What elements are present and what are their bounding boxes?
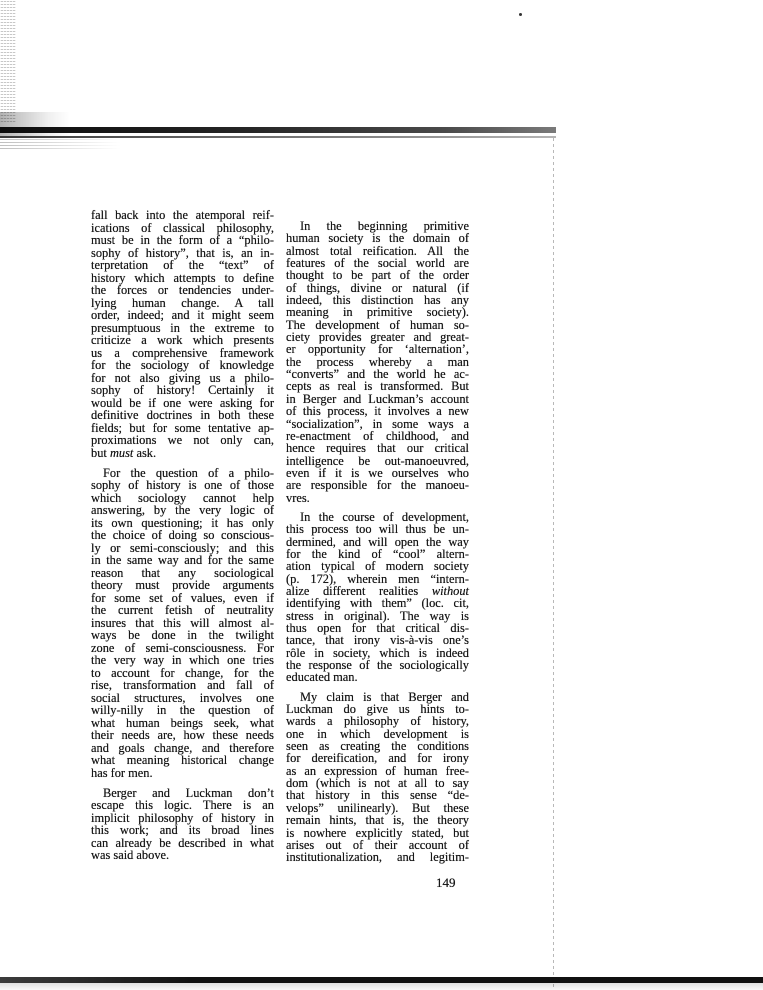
scan-edge-top-streaks [0, 139, 120, 149]
text-line: history which attempts to define [91, 270, 274, 285]
text-line: the forces or tendencies under- [91, 283, 274, 297]
text-line: lying human change. A tall [91, 295, 274, 310]
text-line: presumptuous in the extreme to [91, 320, 274, 335]
text-line: the choice of doing so conscious- [91, 528, 274, 542]
text-line: the response of the sociologically [286, 658, 469, 673]
text-line: almost total reification. All the [286, 243, 469, 258]
text-line: ciety provides greater and great- [286, 330, 469, 345]
text-line: social structures, involves one [91, 690, 274, 705]
text-line: “socialization”, in some ways a [286, 416, 469, 431]
text-line: would be if one were asking for [91, 395, 274, 410]
text-line: ications of classical philosophy, [91, 220, 274, 235]
text-line: velops” unilinearly). But these [286, 800, 469, 815]
text-line: educated man. [286, 670, 358, 685]
text-line: has for men. [91, 765, 153, 780]
paragraph [286, 220, 469, 504]
text-line: of things, divine or natural (if [286, 280, 469, 295]
text-line: Luckman do give us hints to- [286, 702, 469, 717]
text-line: proximations we not only can, [91, 433, 274, 447]
text-line: was said above. [91, 848, 170, 862]
paragraph [91, 787, 274, 862]
text-line: seen as creating the conditions [286, 739, 469, 754]
text-line: what meaning historical change [91, 753, 274, 767]
text-line: which sociology cannot help [91, 490, 274, 505]
text-line: one in which development is [286, 726, 469, 741]
emphasized-text: must [109, 445, 134, 460]
text-line: thus open for that critical dis- [286, 621, 469, 635]
text-line: the very way in which one tries [91, 653, 274, 667]
text-line: intelligence be out-manoeuvred, [286, 453, 469, 468]
text-line: cepts as real is transformed. But [286, 379, 469, 394]
text-line: what human beings seek, what [91, 715, 274, 730]
text-line: implicit philosophy of history in [91, 810, 274, 825]
text-line: The development of human so- [286, 317, 469, 332]
text-line: willy-nilly in the question of [91, 703, 274, 717]
text-line: for dereification, and for irony [286, 751, 469, 766]
text-line: “converts” and the world he ac- [286, 367, 469, 382]
paragraph [91, 467, 274, 780]
text-line: theory must provide arguments [91, 578, 274, 592]
text-line: their needs are, how these needs [91, 728, 274, 742]
text-line: My claim is that Berger and [300, 689, 469, 704]
scan-edge-bottom-shade [0, 983, 763, 990]
text-column-left [91, 209, 274, 862]
text-line: definitive doctrines in both these [91, 408, 274, 422]
text-line: remain hints, that is, the theory [286, 813, 469, 828]
text-line: of this process, it involves a new [286, 404, 469, 419]
text-line: sophy of history! Certainly it [91, 383, 274, 397]
text-line: ways be done in the twilight [91, 628, 274, 642]
text-line: us a comprehensive framework [91, 345, 274, 360]
text-line: stress in original). The way is [286, 608, 469, 623]
text-line: (p. 172), wherein men “intern- [286, 571, 469, 586]
scan-edge-right [553, 138, 554, 990]
text-line: the current fetish of neutrality [91, 603, 274, 617]
text-line: arises out of their account of [286, 837, 469, 852]
text-line: indeed, this distinction has any [286, 293, 469, 308]
text-line: for some set of values, even if [91, 590, 274, 605]
text-line: is nowhere explicitly stated, but [286, 825, 469, 840]
text-segment: ask. [133, 445, 157, 460]
text-line: terpretation of the “text” of [91, 258, 274, 272]
text-line: meaning in primitive society). [286, 305, 469, 320]
text-line: for not also giving us a philo- [91, 370, 274, 385]
text-line: re-enactment of childhood, and [286, 428, 469, 443]
text-line: its own questioning; it has only [91, 515, 274, 530]
text-segment: alize different realities [286, 583, 432, 598]
text-line [91, 447, 274, 460]
text-line: identifying with them” (loc. cit, [286, 596, 469, 611]
text-segment: but [91, 445, 110, 460]
paragraph [286, 691, 469, 864]
text-line: For the question of a philo- [103, 465, 274, 480]
scan-edge-halftone [0, 0, 16, 122]
text-line: and goals change, and therefore [91, 740, 274, 755]
text-line: vres. [286, 490, 310, 505]
text-line: the process whereby a man [286, 354, 469, 369]
text-line: Berger and Luckman don’t [103, 785, 274, 800]
page-number: 149 [436, 875, 456, 890]
text-line: sophy of history”, that is, an in- [91, 245, 274, 260]
paragraph [286, 511, 469, 684]
text-line: fall back into the atemporal reif- [91, 208, 274, 222]
text-line: sophy of history is one of those [91, 478, 274, 492]
text-line: ation typical of modern society [286, 559, 469, 574]
text-line: rôle in society, which is indeed [286, 645, 469, 660]
text-line: human society is the domain of [286, 231, 469, 246]
text-line: this work; and its broad lines [91, 823, 274, 837]
text-line: hence requires that our critical [286, 441, 469, 456]
text-line: fields; but for some tentative ap- [91, 420, 274, 435]
text-line: wards a philosophy of history, [286, 714, 469, 729]
text-line: insures that this will almost al- [91, 615, 274, 630]
text-line: that history in this sense “de- [286, 788, 469, 803]
text-line: order, indeed; and it might seem [91, 308, 274, 322]
text-line: rise, transformation and fall of [91, 678, 274, 692]
text-line: er opportunity for ‘alternation’, [286, 342, 469, 357]
text-line: this process too will thus be un- [286, 522, 469, 537]
text-line: in the same way and for the same [91, 553, 274, 567]
scan-speck [519, 13, 522, 16]
scan-edge-top-shade [0, 112, 70, 138]
scan-edge-top-thin [0, 136, 556, 138]
text-line: to account for change, for the [91, 665, 274, 680]
text-line: for the kind of “cool” altern- [286, 546, 469, 561]
text-line: even if it is we ourselves who [286, 465, 469, 480]
text-line: In the course of development, [300, 509, 469, 524]
text-line: reason that any sociological [91, 565, 274, 580]
text-line: must be in the form of a “philo- [91, 233, 274, 247]
text-line: in Berger and Luckman’s account [286, 391, 469, 406]
text-column-right [286, 220, 469, 864]
text-line: institutionalization, and legitim- [286, 850, 469, 865]
text-line: features of the social world are [286, 256, 469, 271]
emphasized-text: without [431, 583, 469, 598]
text-line: tance, that irony vis-à-vis one’s [286, 633, 469, 648]
text-line: for the sociology of knowledge [91, 358, 274, 372]
text-line: can already be described in what [91, 835, 274, 850]
paragraph [91, 209, 274, 459]
text-line: are responsible for the manoeu- [286, 478, 469, 493]
scan-edge-top [0, 127, 556, 133]
text-line: thought to be part of the order [286, 268, 469, 283]
text-line: answering, by the very logic of [91, 503, 274, 517]
text-line: as an expression of human free- [286, 763, 469, 778]
text-line: In the beginning primitive [300, 219, 469, 233]
scan-edge-bottom [0, 977, 763, 983]
text-line: escape this logic. There is an [91, 798, 274, 812]
text-line: dermined, and will open the way [286, 534, 469, 549]
text-line: dom (which is not at all to say [286, 776, 469, 791]
text-line: zone of semi-consciousness. For [91, 640, 274, 655]
text-line: ly or semi-consciously; and this [91, 540, 274, 555]
text-line: criticize a work which presents [91, 333, 274, 347]
